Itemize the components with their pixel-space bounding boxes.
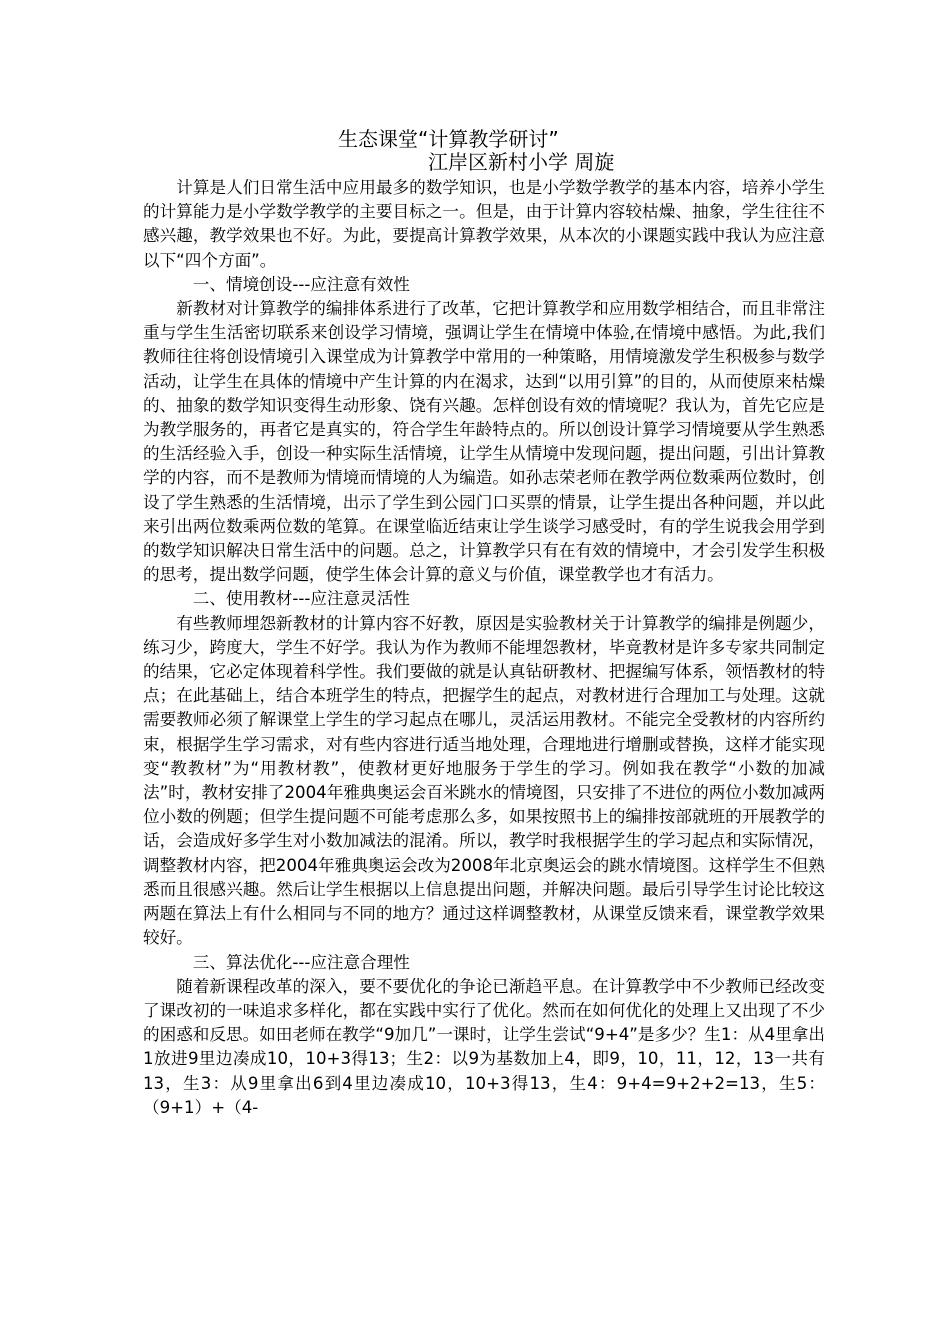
paragraph-section-1: 新教材对计算教学的编排体系进行了改革，它把计算教学和应用数学相结合，而且非常注重与学生生活密切联系来创设学习情境，强调让学生在情境中体验,在情境中感悟。为此,我们教师往往将创设情境引入课堂成为计算教学中常用的一种策略，用情境激发学生积极参与数学活动，让学生在具体的情境中产生计算的内在渴求，达到“以用引算”的目的，从而使原来枯燥的、抽象的数学知识变得生动形象、饶有兴趣。怎样创设有效的情境呢？我认为，首先它应是为教学服务的，再者它是真实的，符合学生年龄特点的。所以创设计算学习情境要从学生熟悉的生活经验入手，创设一种实际生活情境，让学生从情境中发现问题，提出问题，引出计算教学的内容，而不是教师为情境而情境的人为编造。如孙志荣老师在教学两位数乘两位数时，创设了学生熟悉的生活情境，出示了学生到公园门口买票的情景，让学生提出各种问题，并以此来引出两位数乘两位数的笔算。在课堂临近结束让学生谈学习感受时，有的学生说我会用学到的数学知识解决日常生活中的问题。总之，计算教学只有在有效的情境中，才会引发学生积极的思考，提出数学问题，使学生体会计算的意义与价值，课堂教学也才有活力。 [143, 299, 825, 585]
section-heading-3: 三、算法优化---应注意合理性 [192, 952, 410, 972]
document-title: 生态课堂“计算教学研讨” [338, 127, 559, 151]
paragraph-section-3: 随着新课程改革的深入，要不要优化的争论已渐趋平息。在计算教学中不少教师已经改变了课改初的一味追求多样化，都在实践中实行了优化。然而在如何优化的处理上又出现了不少的困惑和反思。如田老师在教学“9加几”一课时，让学生尝试“9+4”是多少？生1：从4里拿出1放进9里边凑成10，10+3得13；生2：以9为基数加上4，即9，10，11，12，13一共有13，生3：从9里拿出6到4里边凑成10，10+3得13，生4：9+4=9+2+2=13，生5：（9+1）+（4- [143, 976, 825, 1117]
paragraph-section-2: 有些教师埋怨新教材的计算内容不好教，原因是实验教材关于计算教学的编排是例题少，练习少，跨度大，学生不好学。我认为作为教师不能埋怨教材，毕竟教材是许多专家共同制定的结果，它必定体现着科学性。我们要做的就是认真钻研教材、把握编写体系，领悟教材的特点；在此基础上，结合本班学生的特点，把握学生的起点，对教材进行合理加工与处理。这就需要教师必须了解课堂上学生的学习起点在哪儿，灵活运用教材。不能完全受教材的内容所约束，根据学生学习需求，对有些内容进行适当地处理，合理地进行增删或替换，这样才能实现变“教教材”为“用教材教”，使教材更好地服务于学生的学习。例如我在教学“小数的加减法”时，教材安排了2004年雅典奥运会百米跳水的情境图，只安排了不进位的两位小数加减两位小数的例题；但学生提问题不可能考虑那么多，如果按照书上的编排按部就班的开展教学的话，会造成好多学生对小数加减法的混淆。所以，教学时我根据学生的学习起点和实际情况，调整教材内容，把2004年雅典奥运会改为2008年北京奥运会的跳水情境图。这样学生不但熟悉而且很感兴趣。然后让学生根据以上信息提出问题，并解决问题。最后引导学生讨论比较这两题在算法上有什么相同与不同的地方？通过这样调整教材，从课堂反馈来看，课堂教学效果较好。 [143, 613, 825, 948]
paragraph-intro: 计算是人们日常生活中应用最多的数学知识，也是小学数学教学的基本内容，培养小学生的计算能力是小学数学教学的主要目标之一。但是，由于计算内容较枯燥、抽象，学生往往不感兴趣，教学效果也不好。为此，要提高计算教学效果，从本次的小课题实践中我认为应注意以下“四个方面”。 [143, 178, 825, 270]
section-heading-1: 一、情境创设---应注意有效性 [192, 274, 410, 294]
document-body [143, 176, 825, 1120]
section-heading-2: 二、使用教材---应注意灵活性 [192, 589, 410, 609]
document-author: 江岸区新村小学 周旋 [428, 150, 615, 174]
